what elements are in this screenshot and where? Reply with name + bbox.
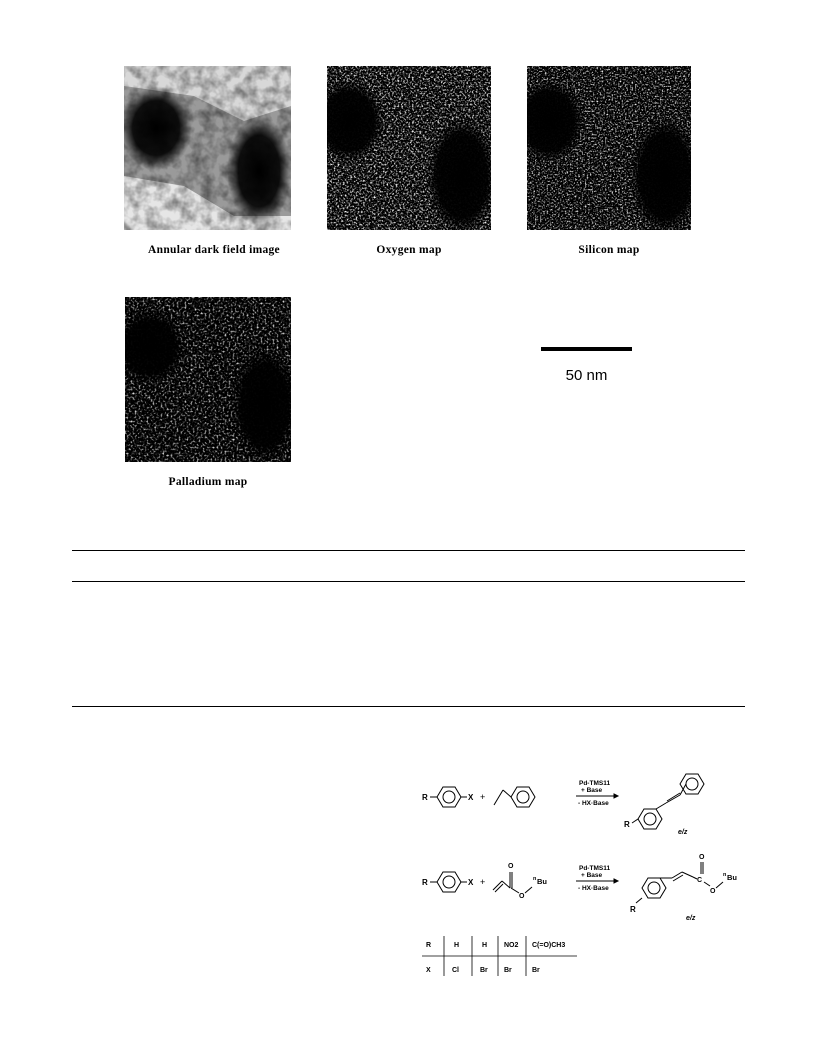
micrograph-palladium <box>125 297 291 462</box>
r2-product-butyl: Bu <box>727 873 737 882</box>
product1-ring-b-icon <box>680 774 704 794</box>
table-r-2: H <box>482 942 488 949</box>
table-x-1: Cl <box>452 967 459 974</box>
r2-reagent-above-2: + Base <box>581 872 603 879</box>
table-r-3: NO2 <box>504 942 519 949</box>
aryl-ring-icon <box>437 787 461 807</box>
r2-r-label: R <box>422 878 428 887</box>
table-r-1: H <box>454 942 460 949</box>
reaction-1 <box>422 774 704 836</box>
r2-product-butyl-sup: n <box>723 872 727 878</box>
table-header-rule <box>72 581 745 582</box>
silicon-map <box>527 66 691 230</box>
micrograph-adf <box>124 66 291 230</box>
r1-r-label: R <box>422 793 428 802</box>
r2-product-r: R <box>630 905 636 914</box>
r1-reagent-below: - HX·Base <box>578 800 609 807</box>
r2-carbonyl-o: O <box>508 863 514 870</box>
table-x-3: Br <box>504 967 512 974</box>
scale-bar <box>541 347 632 351</box>
r1-reagent-above-1: Pd-TMS11 <box>579 780 611 787</box>
product1-ring-a-icon <box>638 809 662 829</box>
annular-dark-field-image <box>124 66 291 230</box>
table-row-x-label: X <box>426 967 431 974</box>
r1-product-r: R <box>624 820 630 829</box>
palladium-map <box>125 297 291 462</box>
table-x-4: Br <box>532 967 540 974</box>
r2-plus: + <box>480 877 486 887</box>
caption-oxygen-map: Oxygen map <box>376 244 442 256</box>
table-top-rule <box>72 550 745 551</box>
r1-x-label: X <box>468 793 474 802</box>
product2-ring-icon <box>642 878 666 898</box>
micrograph-silicon <box>527 66 691 230</box>
caption-annular-dark-field: Annular dark field image <box>148 244 280 256</box>
reaction-2 <box>422 854 737 922</box>
aryl-ring-2-icon <box>437 872 461 892</box>
r2-product-ester-o: O <box>710 888 716 895</box>
styrene-ring-icon <box>511 787 535 807</box>
scale-bar-label: 50 nm <box>565 367 608 384</box>
substituent-table <box>422 936 577 976</box>
r2-x-label: X <box>468 878 474 887</box>
table-x-2: Br <box>480 967 488 974</box>
r2-reagent-above-1: Pd-TMS11 <box>579 865 611 872</box>
r2-butyl: Bu <box>537 877 547 886</box>
table-bottom-rule <box>72 706 745 707</box>
r2-product-c: C <box>697 877 703 884</box>
oxygen-map <box>327 66 491 230</box>
r2-product-carbonyl-o: O <box>699 854 705 861</box>
r1-plus: + <box>480 792 486 802</box>
table-row-r-label: R <box>426 942 432 949</box>
r2-butyl-sup: n <box>533 876 537 882</box>
r2-ester-o: O <box>519 893 525 900</box>
micrograph-oxygen <box>327 66 491 230</box>
r1-isomer-label: e/z <box>678 829 688 836</box>
caption-silicon-map: Silicon map <box>578 244 640 256</box>
r2-isomer-label: e/z <box>686 915 696 922</box>
reaction-scheme <box>410 770 770 1000</box>
r1-reagent-above-2: + Base <box>581 787 603 794</box>
r2-reagent-below: - HX·Base <box>578 885 609 892</box>
caption-palladium-map: Palladium map <box>168 476 248 488</box>
table-r-4: C(=O)CH3 <box>532 942 566 949</box>
